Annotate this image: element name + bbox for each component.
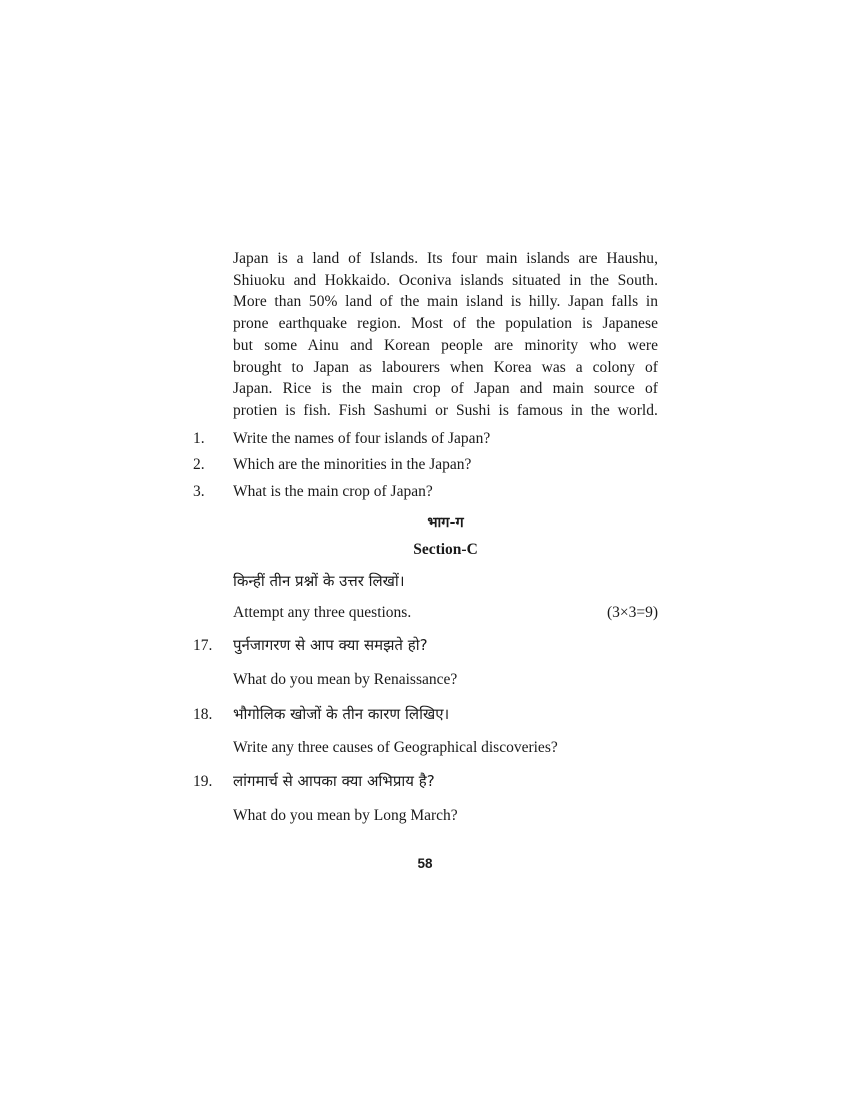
page-number: 58	[417, 856, 433, 871]
passage-line: Shiuoku and Hokkaido. Oconiva islands situated in the South.	[233, 271, 658, 289]
question-number: 18.	[193, 706, 213, 723]
question-text: Which are the minorities in the Japan?	[233, 456, 472, 473]
section-hindi-title: भाग-ग	[427, 515, 464, 531]
hindi-instruction: किन्हीं तीन प्रश्नों के उत्तर लिखों।	[233, 572, 405, 590]
reading-passage	[233, 248, 658, 422]
passage-line: but some Ainu and Korean people are minority who were	[233, 336, 658, 354]
question-text: Write the names of four islands of Japan?	[233, 430, 491, 447]
passage-line: brought to Japan as labourers when Korea was a colony of	[233, 358, 658, 376]
section-title: Section-C	[413, 541, 478, 558]
question-hindi: लांगमार्च से आपका क्या अभिप्राय है?	[233, 772, 435, 790]
question-number: 1.	[193, 430, 205, 447]
question-hindi: पुर्नजागरण से आप क्या समझते हो?	[233, 636, 428, 654]
question-hindi: भौगोलिक खोजों के तीन कारण लिखिए।	[233, 705, 450, 723]
question-number: 3.	[193, 483, 205, 500]
question-text: What is the main crop of Japan?	[233, 483, 433, 500]
passage-line: More than 50% land of the main island is hilly. Japan falls in	[233, 293, 658, 311]
question-english: What do you mean by Renaissance?	[233, 671, 458, 688]
question-number: 2.	[193, 456, 205, 473]
passage-line: prone earthquake region. Most of the population is Japanese	[233, 315, 658, 333]
question-number: 19.	[193, 773, 213, 790]
marks-allocation: (3×3=9)	[606, 604, 658, 621]
question-number: 17.	[193, 637, 213, 654]
english-instruction: Attempt any three questions.	[233, 604, 412, 621]
question-english: Write any three causes of Geographical discoveries?	[233, 739, 558, 756]
question-english: What do you mean by Long March?	[233, 807, 458, 824]
passage-line: protien is fish. Fish Sashumi or Sushi is famous in the world.	[233, 401, 658, 419]
passage-line: Japan. Rice is the main crop of Japan and main source of	[233, 380, 658, 398]
passage-line: Japan is a land of Islands. Its four main islands are Haushu,	[233, 250, 658, 267]
